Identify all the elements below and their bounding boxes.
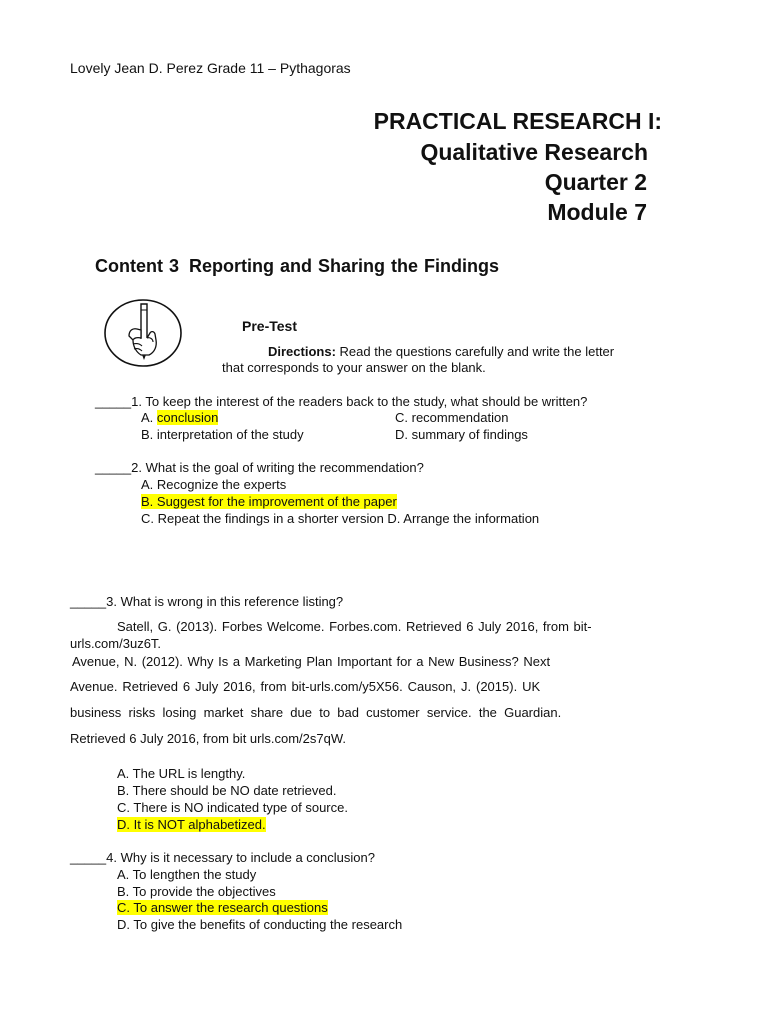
directions-text: Read the questions carefully and write the letter xyxy=(335,344,615,359)
q3-option-b: B. There should be NO date retrieved. xyxy=(117,783,337,798)
q3-option-a: A. The URL is lengthy. xyxy=(117,766,246,781)
q3-reference-line-6: Retrieved 6 July 2016, from bit urls.com/2s7qW. xyxy=(70,731,347,746)
q3-reference-line-4: Avenue. Retrieved 6 July 2016, from bit-urls.com/y5X56. Causon, J. (2015). UK xyxy=(70,679,541,694)
q3-option-d: D. It is NOT alphabetized. xyxy=(117,817,266,832)
q1-option-d: D. summary of findings xyxy=(395,427,528,442)
hand-holding-pen-icon xyxy=(103,298,183,368)
q2-option-cd: C. Repeat the findings in a shorter version D. Arrange the information xyxy=(141,511,540,526)
q2-stem: _____2. What is the goal of writing the recommendation? xyxy=(95,460,424,475)
q1-option-a xyxy=(141,410,218,425)
q3-stem: _____3. What is wrong in this reference listing? xyxy=(70,594,344,609)
title-subject: PRACTICAL RESEARCH I: xyxy=(373,108,662,134)
q3-reference-line-5: business risks losing market share due to bad customer service. the Guardian. xyxy=(70,705,562,720)
q3-reference-line-3: Avenue, N. (2012). Why Is a Marketing Plan Important for a New Business? Next xyxy=(72,654,551,669)
directions-label: Directions: xyxy=(268,344,336,359)
q2-option-a: A. Recognize the experts xyxy=(141,477,287,492)
author-line: Lovely Jean D. Perez Grade 11 – Pythagoras xyxy=(70,60,351,76)
content-heading xyxy=(95,256,499,277)
q1-option-b: B. interpretation of the study xyxy=(141,427,304,442)
directions-line-1 xyxy=(268,344,614,359)
q2-option-b: B. Suggest for the improvement of the paper xyxy=(141,494,397,509)
q4-stem: _____4. Why is it necessary to include a conclusion? xyxy=(70,850,375,865)
q4-option-d: D. To give the benefits of conducting the research xyxy=(117,917,403,932)
directions-line-2: that corresponds to your answer on the blank. xyxy=(222,360,486,375)
pretest-heading: Pre-Test xyxy=(242,318,297,334)
q3-reference-line-1: Satell, G. (2013). Forbes Welcome. Forbes.com. Retrieved 6 July 2016, from bit- xyxy=(117,619,592,634)
q1-stem: _____1. To keep the interest of the readers back to the study, what should be written? xyxy=(95,394,588,409)
title-module: Module 7 xyxy=(547,199,647,225)
q4-option-a: A. To lengthen the study xyxy=(117,867,257,882)
q4-option-c: C. To answer the research questions xyxy=(117,900,328,915)
q3-option-c: C. There is NO indicated type of source. xyxy=(117,800,348,815)
q1-option-a-text: conclusion xyxy=(156,410,219,425)
q4-option-b: B. To provide the objectives xyxy=(117,884,276,899)
content-number: Content 3 xyxy=(95,256,179,276)
title-quarter: Quarter 2 xyxy=(544,169,647,195)
q1-option-c: C. recommendation xyxy=(395,410,509,425)
title-course: Qualitative Research xyxy=(420,139,648,165)
content-title: Reporting and Sharing the Findings xyxy=(189,256,499,276)
q3-reference-line-2: urls.com/3uz6T. xyxy=(70,636,162,651)
q1-option-a-letter: A. xyxy=(141,410,157,425)
